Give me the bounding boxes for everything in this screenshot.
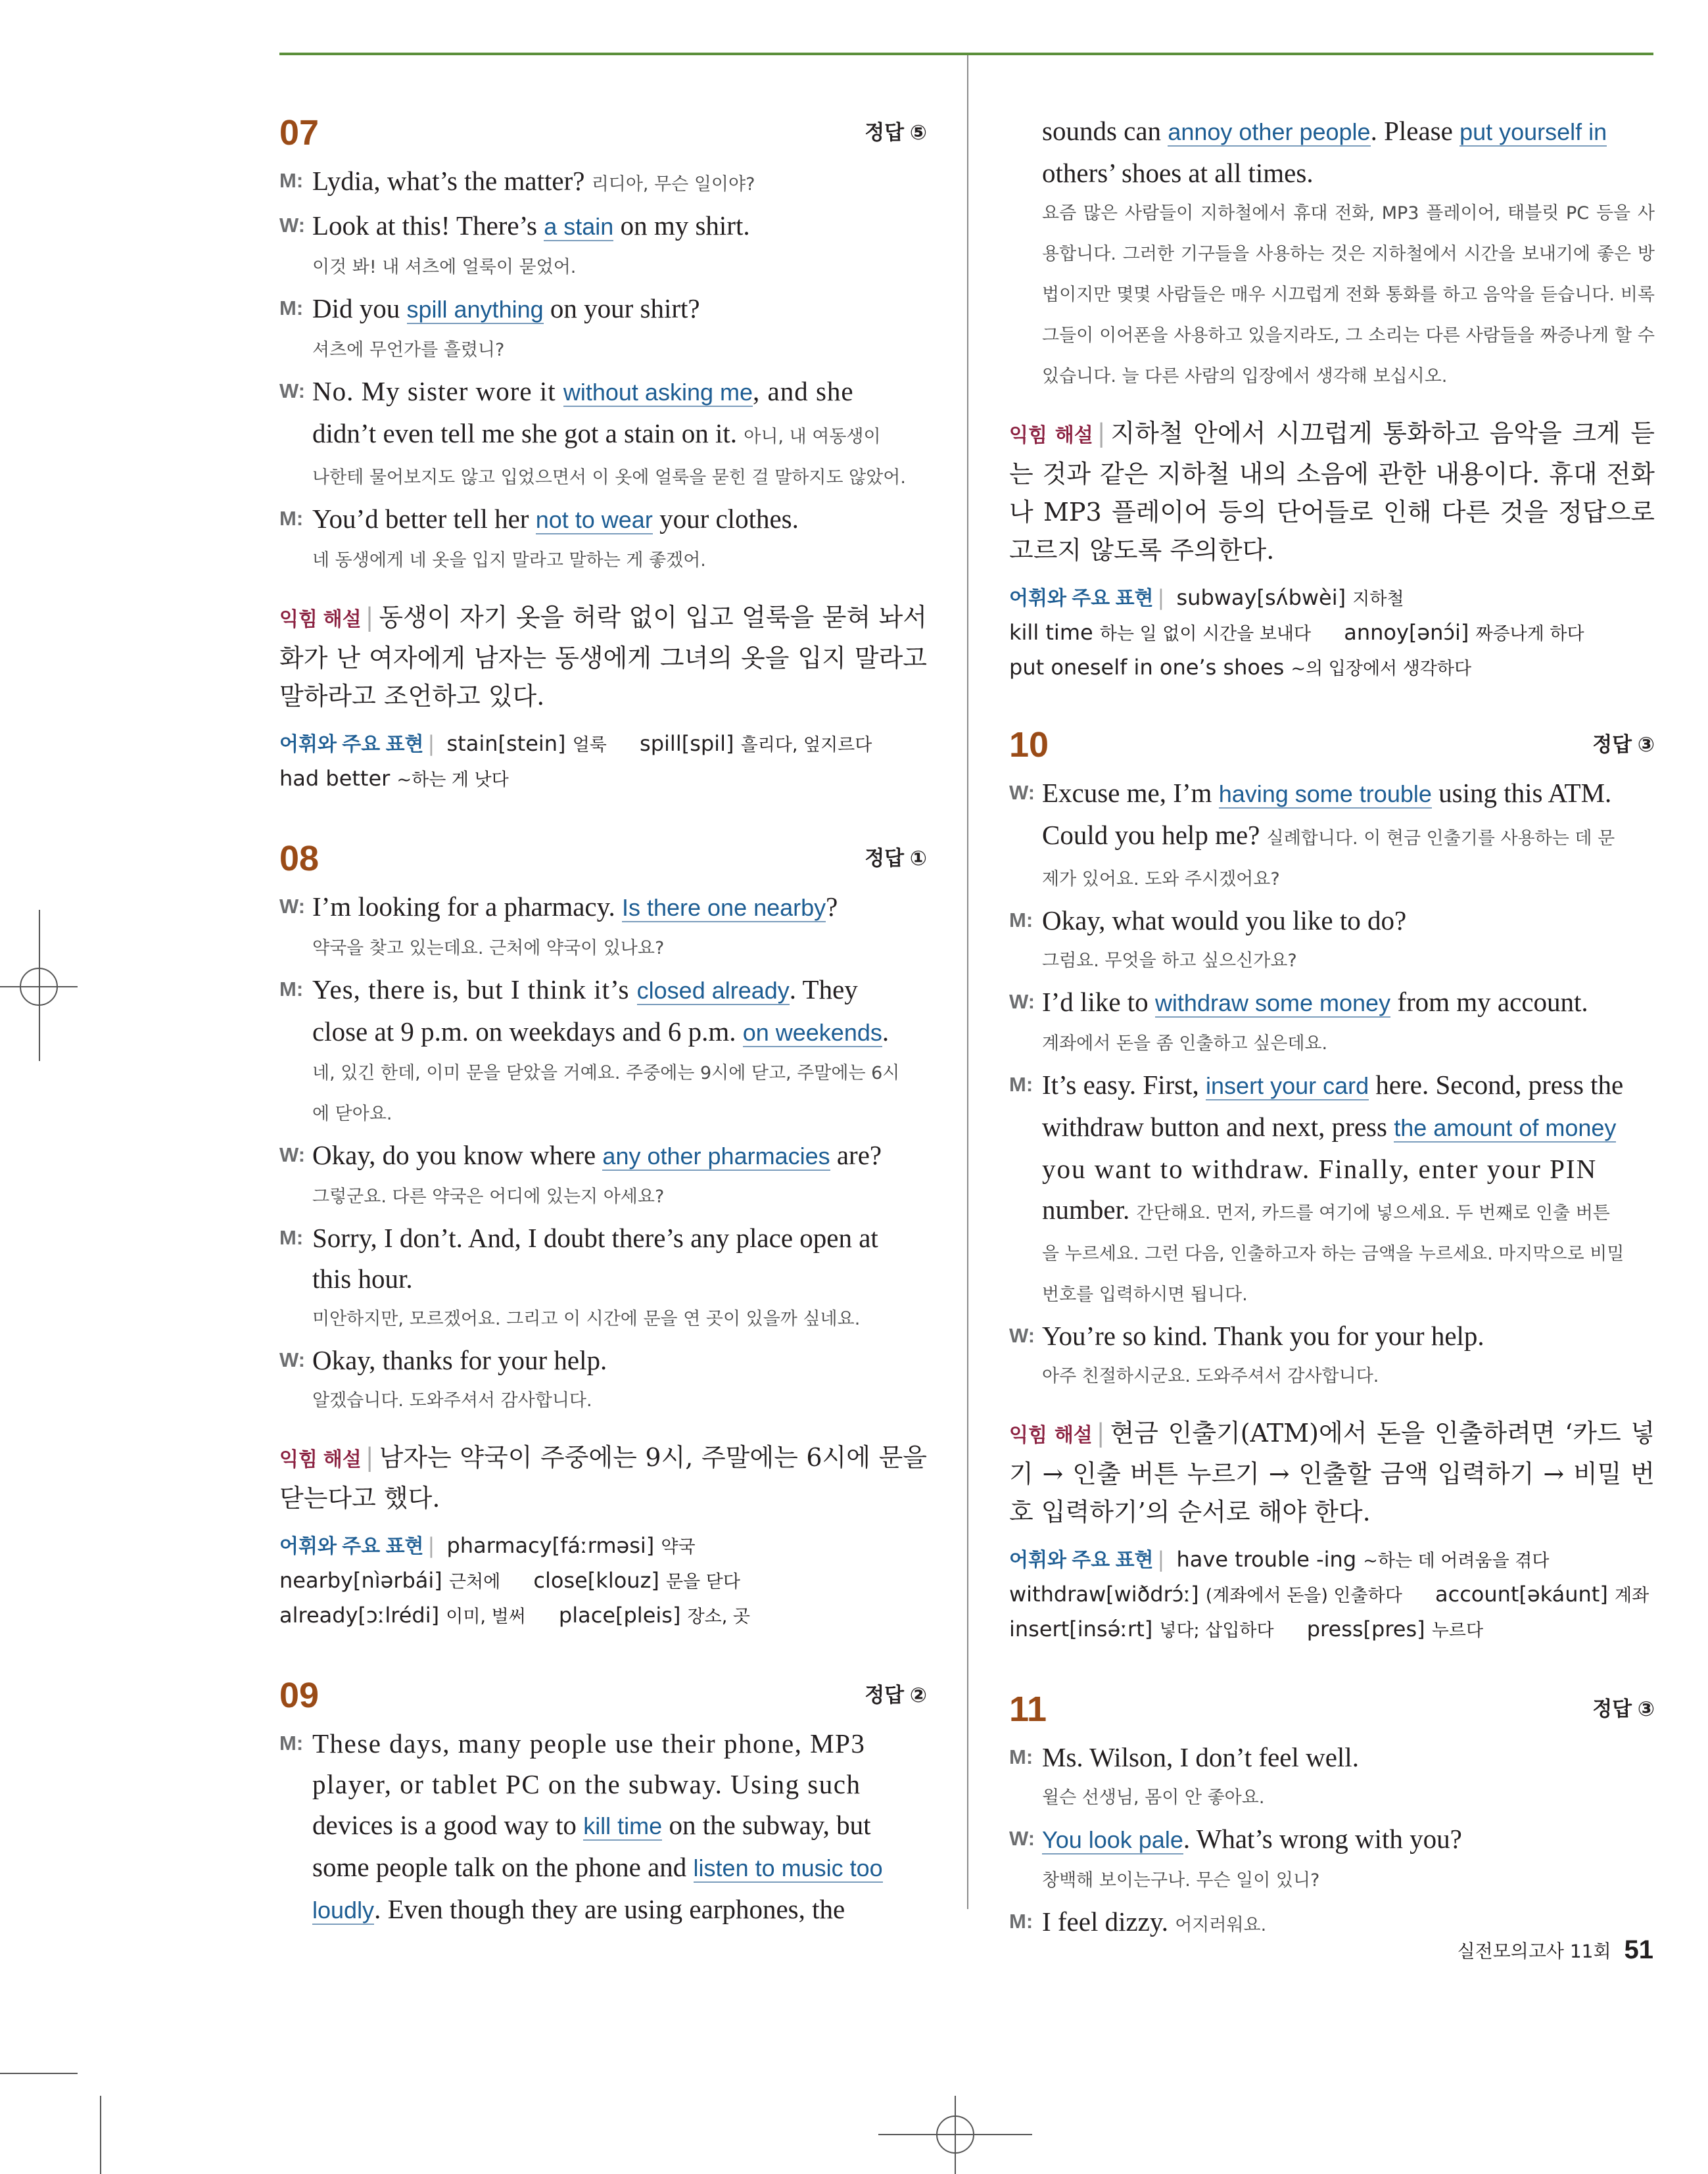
translation: 그럼요. 무엇을 하고 싶으신가요? [1042,951,1297,971]
left-column [279,110,927,1931]
translation-inline: 리디아, 무슨 일이야? [591,174,755,195]
vocab-term: press[pres] [1306,1617,1425,1642]
speaker-label: M: [279,296,304,319]
vocab-meaning: 이미, 벌써 [446,1607,526,1627]
speaker-label: M: [1009,1073,1033,1096]
translation: 이것 봐! 내 셔츠에 얼룩이 묻었어. [312,257,577,277]
speaker-label: M: [1009,909,1033,932]
key-phrase: loudly [312,1897,375,1924]
vocab-label: 어휘와 주요 표현 [1009,588,1154,609]
vocab-term: insert[insə́ːrt] [1009,1617,1153,1642]
vocab-meaning: 누르다 [1431,1620,1484,1641]
explanation [1009,414,1655,569]
dialogue-line [1009,772,1655,815]
speaker-label: W: [279,1143,306,1166]
dialogue-text: I’d like to [1042,987,1155,1017]
translation: 을 누르세요. 그런 다음, 인출하고자 하는 금액을 누르세요. 마지막으로 비밀 [1042,1244,1625,1264]
dialogue-text: Excuse me, I’m [1042,778,1219,808]
dialogue-text: your clothes. [652,504,799,534]
dialogue-line [279,1847,927,1889]
dialogue-line [279,1340,927,1381]
key-phrase: without asking me [563,379,753,406]
vocab-term: subway[sʌ́bwèi] [1176,585,1346,610]
vocab-term: pharmacy[fáːrməsi] [446,1533,655,1558]
dialogue-line [279,1258,927,1299]
dialogue-text: close at 9 p.m. on weekdays and 6 p.m. [312,1016,743,1047]
dialogue-line [1009,981,1655,1024]
dialogue-line [1009,1737,1655,1778]
speaker-label: M: [279,507,304,530]
page-number: 51 [1624,1935,1653,1964]
dialogue-line [279,160,927,205]
vocab-meaning: 얼룩 [572,735,607,755]
dialogue-text: sounds can [1042,116,1168,146]
label-separator: | [1157,1547,1165,1572]
question-number: 09 [279,1676,320,1715]
question-10 [1009,722,1655,1647]
question-number: 07 [279,113,320,153]
translation: 알겠습니다. 도와주셔서 감사합니다. [312,1390,592,1411]
translation: 나한테 물어보지도 않고 입었으면서 이 옷에 얼룩을 묻힌 걸 말하지도 않았어. [312,467,906,488]
crop-mark [0,2073,78,2074]
dialogue-text: Lydia, what’s the matter? [312,166,592,196]
dialogue-line [1009,1064,1655,1106]
vocab-meaning: 하는 일 없이 시간을 보내다 [1099,624,1312,644]
vocab-term: had better [279,766,391,791]
vocab-meaning: 지하철 [1352,589,1404,609]
speaker-label: M: [279,978,304,1001]
question-number: 11 [1009,1690,1047,1729]
translation: 그렇군요. 다른 약국은 어디에 있는지 아세요? [312,1187,665,1207]
dialogue-text: ? [826,891,838,922]
speaker-label: W: [1009,781,1035,804]
key-phrase: spill anything [406,296,544,323]
vocab-term: place[pleis] [558,1603,681,1628]
key-phrase: on weekends [742,1019,882,1046]
dialogue-text: devices is a good way to [312,1810,584,1840]
vocab-meaning: 약국 [661,1537,696,1557]
key-phrase: withdraw some money [1154,989,1391,1016]
translation: 에 닫아요. [312,1104,392,1124]
dialogue-line [279,205,927,247]
dialogue-text: on the subway, but [662,1810,871,1840]
vocab-term: annoy[ənɔ́i] [1344,620,1469,645]
vocabulary [279,727,927,797]
translation: 약국을 찾고 있는데요. 근처에 약국이 있나요? [312,938,665,958]
translation: 네, 있긴 한데, 이미 문을 닫았을 거예요. 주중에는 9시에 닫고, 주말에는 6시 [312,1063,900,1083]
dialogue-text: here. Second, press the [1369,1070,1624,1100]
dialogue-line [279,288,927,330]
dialogue-line [279,371,927,413]
vocab-label: 어휘와 주요 표현 [279,734,424,755]
question-08 [279,836,927,1634]
dialogue-text: this hour. [312,1264,413,1294]
label-separator: | [1097,419,1106,448]
vocab-term: put oneself in one’s shoes [1009,655,1285,680]
dialogue-text: using this ATM. [1431,778,1612,808]
question-number: 10 [1009,725,1049,765]
vocab-meaning: 문을 닫다 [666,1572,740,1592]
registration-mark [936,2115,974,2154]
speaker-label: M: [279,169,304,192]
explanation [279,598,927,715]
speaker-label: M: [1009,1745,1033,1768]
explanation-label: 익힘 해설 [1009,1425,1093,1446]
vocabulary [279,1529,927,1634]
translation: 번호를 입력하시면 됩니다. [1042,1285,1248,1305]
dialogue-text: some people talk on the phone and [312,1852,694,1882]
dialogue-text: Did you [312,293,407,323]
key-phrase: put yourself in [1459,118,1607,145]
dialogue-line [279,1764,927,1805]
dialogue-text: withdraw button and next, press [1042,1112,1394,1142]
translation: 계좌에서 돈을 좀 인출하고 싶은데요. [1042,1033,1328,1054]
right-column [1009,110,1655,1946]
dialogue-line [279,1723,927,1764]
question-09-continued [1009,110,1655,686]
dialogue-text: . Please [1370,116,1460,146]
dialogue-text: player, or tablet PC on the subway. Using such [312,1769,861,1799]
speaker-label: W: [1009,1827,1035,1850]
dialogue-text: Yes, there is, but I think it’s [312,974,637,1004]
key-phrase: the amount of money [1394,1114,1617,1141]
translation: 네 동생에게 네 옷을 입지 말라고 말하는 게 좋겠어. [312,550,706,571]
question-header [279,1673,927,1718]
vocab-meaning: 계좌 [1614,1586,1649,1606]
explanation-label: 익힘 해설 [279,609,362,630]
vocab-term: spill[spil] [640,731,734,756]
key-phrase: any other pharmacies [602,1143,830,1170]
answer-key: 정답 ③ [1592,733,1655,756]
translation: 윌슨 선생님, 몸이 안 좋아요. [1042,1787,1265,1808]
dialogue-text: are? [830,1140,882,1170]
dialogue-line [279,1889,927,1931]
translation: 제가 있어요. 도와 주시겠어요? [1042,869,1280,889]
translation: 요즘 많은 사람들이 지하철에서 휴대 전화, MP3 플레이어, 태블릿 PC 등을 사용합니다. 그러한 기구들을 사용하는 것은 지하철에서 시간을 보내기에 좋은 방법이지만 몇몇 사람들은 매우 시끄럽게 전화 통화를 하고 음악을 듣습니다. 비록 그들이 이어폰을 사용하고 있을지라도, 그 소리는 다른 사람들을 짜증나게 할 수 있습니다. 늘 다른 사람의 입장에서 생각해 보십시오. [1042,203,1655,387]
dialogue-line [1009,110,1655,153]
speaker-label: W: [1009,1324,1035,1347]
dialogue-line [279,413,927,458]
answer-key: 정답 ③ [1592,1697,1655,1720]
dialogue-text: . They [789,974,858,1004]
dialogue-text: These days, many people use their phone, MP3 [312,1728,866,1759]
dialogue-line [1009,815,1655,859]
translation: 아주 친절하시군요. 도와주셔서 감사합니다. [1042,1366,1379,1386]
answer-key: 정답 ① [865,847,927,870]
vocab-term: close[klouz] [533,1568,659,1593]
dialogue-text: you want to withdraw. Finally, enter your PIN [1042,1154,1598,1184]
top-rule [279,53,1653,55]
dialogue-text: didn’t even tell me she got a stain on it. [312,418,738,448]
vocab-label: 어휘와 주요 표현 [279,1536,424,1557]
dialogue-text: . What’s wrong with you? [1183,1824,1462,1854]
key-phrase: Is there one nearby [621,894,826,921]
footer-title: 실전모의고사 11회 [1457,1940,1611,1962]
vocab-meaning: 넣다; 삽입하다 [1159,1620,1274,1641]
dialogue-text: Look at this! There’s [312,210,544,241]
explanation-text: 동생이 자기 옷을 허락 없이 입고 얼룩을 묻혀 놔서 화가 난 여자에게 남자는 동생에게 그녀의 옷을 입지 말라고 말하라고 조언하고 있다. [279,603,927,711]
vocab-meaning: 장소, 곳 [687,1607,751,1627]
vocab-meaning: ~의 입장에서 생각하다 [1291,659,1472,679]
key-phrase: listen to music too [693,1855,883,1881]
vocab-meaning: ~하는 게 낫다 [396,770,509,790]
translation-inline: 어지러워요. [1175,1915,1267,1935]
dialogue-text: Okay, thanks for your help. [312,1345,607,1375]
dialogue-text: others’ shoes at all times. [1042,158,1314,188]
vocab-term: account[əkáunt] [1435,1582,1608,1607]
dialogue-text: No. My sister wore it [312,376,563,406]
dialogue-text: Sorry, I don’t. And, I doubt there’s any place open at [312,1223,878,1253]
dialogue-text: Ms. Wilson, I don’t feel well. [1042,1742,1359,1772]
dialogue-line [279,886,927,928]
answer-key: 정답 ⑤ [865,121,927,144]
key-phrase: having some trouble [1218,780,1432,807]
dialogue-text: on your shirt? [543,293,700,323]
crop-mark [100,2096,101,2174]
dialogue-text: I feel dizzy. [1042,1906,1175,1937]
dialogue-text: , and she [753,376,854,406]
vocab-term: have trouble -ing [1176,1547,1357,1572]
vocab-term: nearby[nìərbái] [279,1568,442,1593]
question-header [279,110,927,155]
dialogue-text: You’re so kind. Thank you for your help. [1042,1321,1484,1351]
key-phrase: closed already [636,977,790,1004]
dialogue-line [279,969,927,1011]
speaker-label: W: [279,895,306,918]
dialogue-text: . [882,1016,890,1047]
question-07 [279,110,927,797]
explanation-text: 현금 인출기(ATM)에서 돈을 인출하려면 ‘카드 넣기 → 인출 버튼 누르기 → 인출할 금액 입력하기 → 비밀 번호 입력하기’의 순서로 해야 한다. [1009,1419,1655,1526]
dialogue-text: . Even though they are using earphones, the [374,1894,845,1924]
page-footer [1458,1935,1653,1965]
speaker-label: W: [279,1348,306,1371]
speaker-label: M: [1009,1910,1033,1933]
dialogue-line [1009,1106,1655,1148]
dialogue-text: Okay, what would you like to do? [1042,905,1407,935]
label-separator: | [427,731,435,756]
dialogue-line [279,498,927,540]
label-separator: | [365,1443,374,1472]
speaker-label: W: [1009,990,1035,1013]
dialogue-text: Could you help me? [1042,820,1267,850]
vocab-term: stain[stein] [446,731,566,756]
translation-inline: 아니, 내 여동생이 [744,427,881,447]
explanation [279,1438,927,1517]
key-phrase: a stain [544,213,614,240]
dialogue-line [1009,1148,1655,1189]
registration-mark [20,968,58,1006]
vocab-term: withdraw[wiðdrɔ́ː] [1009,1582,1199,1607]
vocabulary [1009,1543,1655,1647]
key-phrase: kill time [583,1812,663,1839]
label-separator: | [365,603,374,632]
vocab-meaning: (계좌에서 돈을) 인출하다 [1205,1586,1402,1606]
key-phrase: You look pale [1042,1826,1183,1853]
speaker-label: W: [279,214,306,237]
vocab-term: kill time [1009,620,1093,645]
vocab-meaning: ~하는 데 어려움을 겪다 [1363,1551,1550,1571]
speaker-label: M: [279,1732,304,1755]
vocab-meaning: 근처에 [448,1572,501,1592]
dialogue-text: I’m looking for a pharmacy. [312,891,622,922]
dialogue-line [1009,153,1655,193]
dialogue-line [1009,900,1655,941]
dialogue-line [279,1135,927,1177]
question-header [279,836,927,881]
translation: 셔츠에 무언가를 흘렸니? [312,340,505,360]
question-09 [279,1673,927,1931]
translation: 창백해 보이는구나. 무슨 일이 있니? [1042,1870,1320,1891]
label-separator: | [427,1533,435,1558]
dialogue-text: from my account. [1390,987,1588,1017]
dialogue-text: number. [1042,1194,1137,1225]
vocab-meaning: 짜증나게 하다 [1475,624,1584,644]
dialogue-line [279,1011,927,1053]
dialogue-text: You’d better tell her [312,504,536,534]
explanation-text: 지하철 안에서 시끄럽게 통화하고 음악을 크게 듣는 것과 같은 지하철 내의 소음에 관한 내용이다. 휴대 전화나 MP3 플레이어 등의 단어들로 인해 다른 것을 정답으로 고르지 않도록 주의한다. [1009,419,1655,565]
translation: 미안하지만, 모르겠어요. 그리고 이 시간에 문을 연 곳이 있을까 싶네요. [312,1309,861,1329]
dialogue-text: It’s easy. First, [1042,1070,1206,1100]
explanation-label: 익힘 해설 [279,1449,362,1471]
column-divider [967,55,968,1909]
dialogue-line [1009,1818,1655,1860]
question-number: 08 [279,839,320,878]
question-header [1009,1687,1655,1732]
translation-inline: 간단해요. 먼저, 카드를 여기에 넣으세요. 두 번째로 인출 버튼 [1136,1203,1610,1223]
dialogue-line [279,1805,927,1847]
translation-inline: 실례합니다. 이 현금 인출기를 사용하는 데 문 [1266,828,1615,849]
dialogue-text: on my shirt. [613,210,750,241]
explanation-label: 익힘 해설 [1009,425,1093,446]
label-separator: | [1096,1419,1105,1448]
question-11 [1009,1687,1655,1946]
dialogue-line [1009,1189,1655,1234]
key-phrase: insert your card [1206,1072,1369,1099]
answer-key: 정답 ② [865,1684,927,1707]
vocab-label: 어휘와 주요 표현 [1009,1549,1154,1571]
speaker-label: W: [279,379,306,402]
dialogue-text: Okay, do you know where [312,1140,603,1170]
dialogue-line [279,1217,927,1258]
key-phrase: not to wear [535,506,653,533]
speaker-label: M: [279,1226,304,1249]
question-header [1009,722,1655,767]
vocab-meaning: 흘리다, 엎지르다 [740,735,872,755]
vocabulary [1009,581,1655,686]
key-phrase: annoy other people [1168,118,1371,145]
vocab-term: already[ɔːlrédi] [279,1603,440,1628]
dialogue-line [1009,1315,1655,1356]
label-separator: | [1157,585,1165,610]
explanation-text: 남자는 약국이 주중에는 9시, 주말에는 6시에 문을 닫는다고 했다. [279,1443,927,1513]
explanation [1009,1414,1655,1531]
